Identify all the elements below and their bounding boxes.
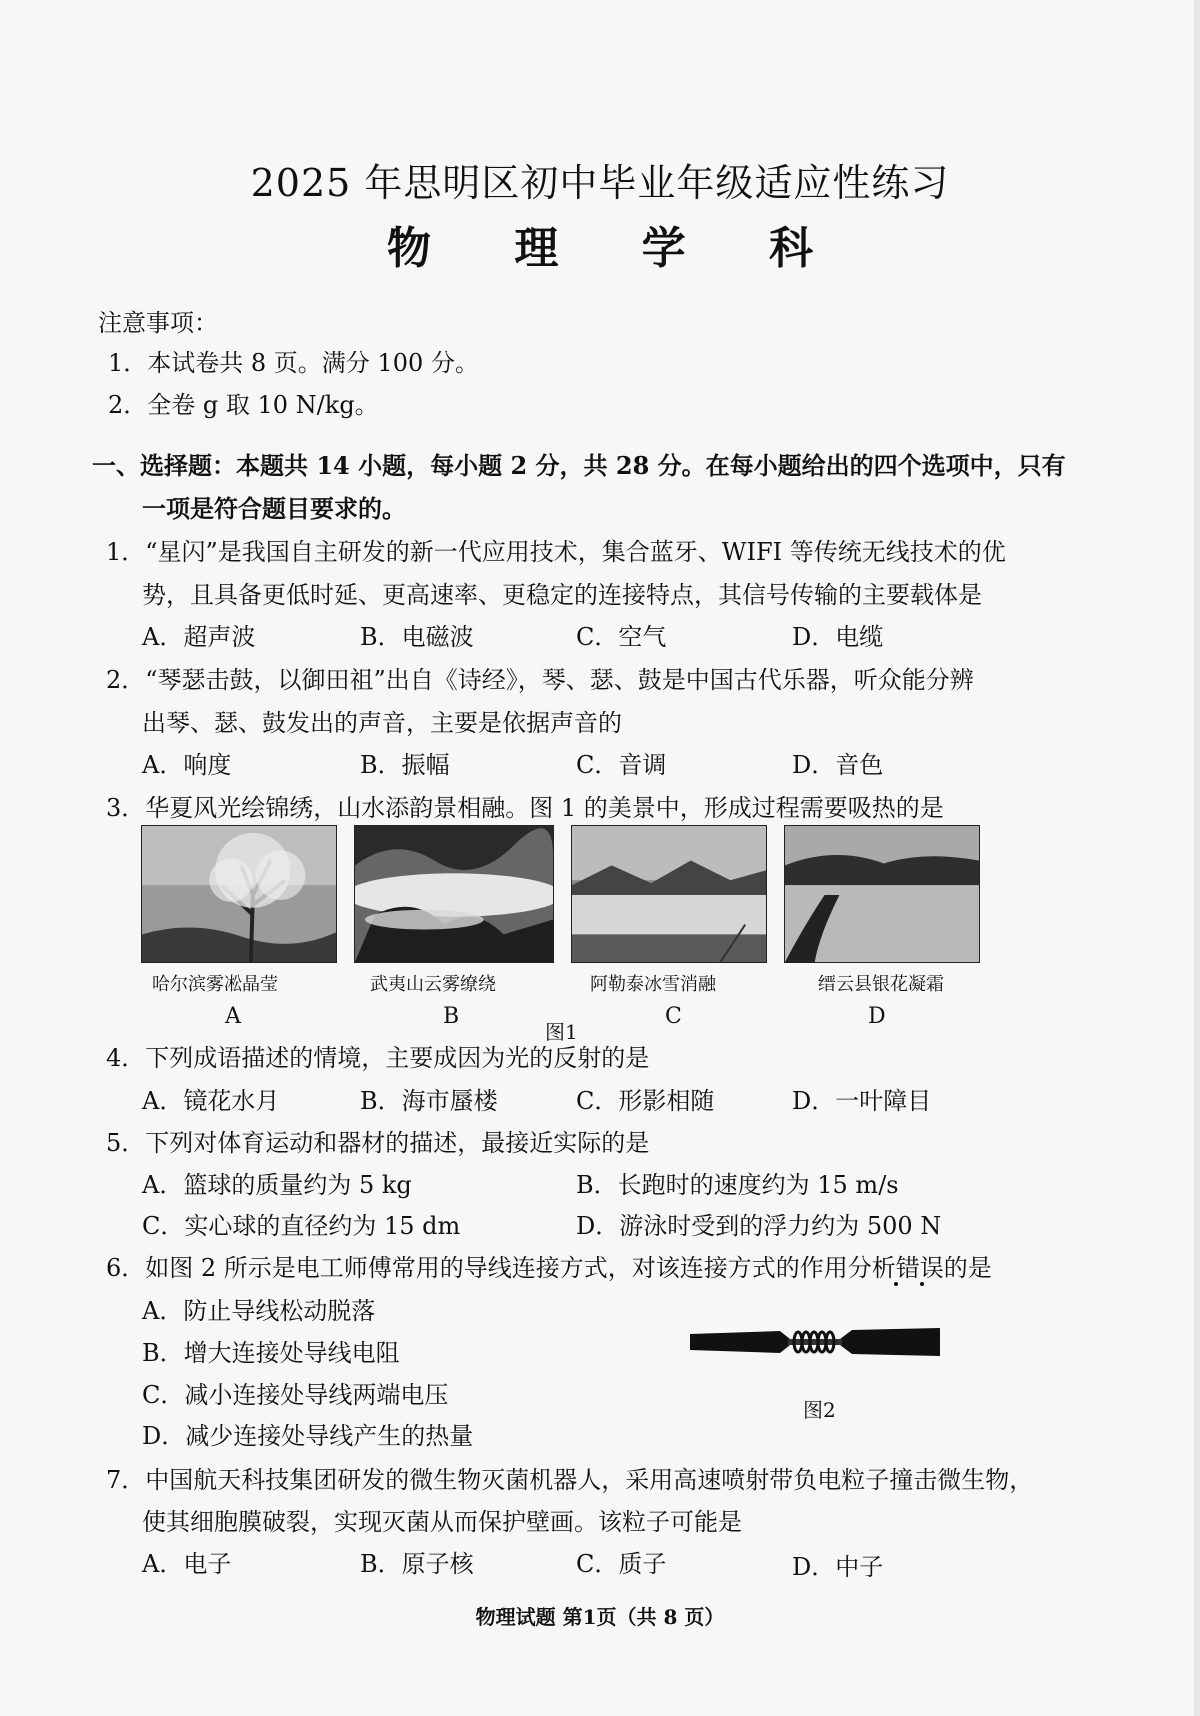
- note-item-2: 2．全卷 g 取 10 N/kg。: [108, 391, 379, 419]
- figure1-letter-a: A: [225, 1004, 241, 1029]
- q4-option-d: D．一叶障目: [792, 1087, 932, 1115]
- q6-option-a: A．防止导线松动脱落: [142, 1297, 376, 1325]
- photo-rime-tree: [141, 825, 337, 963]
- figure1-label: 图1: [545, 1020, 578, 1044]
- q6-option-b: B．增大连接处导线电阻: [142, 1339, 400, 1367]
- q7-option-c: C．质子: [576, 1550, 667, 1578]
- q4-option-b: B．海市蜃楼: [360, 1087, 498, 1115]
- q7-option-b: B．原子核: [360, 1550, 474, 1578]
- q1-option-d: D．电缆: [792, 623, 884, 651]
- emphasis-dot-2: [920, 1282, 924, 1286]
- photo-frost-field: [784, 825, 980, 963]
- q7-option-d: D．中子: [792, 1553, 884, 1581]
- figure1-caption-b: 武夷山云雾缭绕: [370, 974, 496, 995]
- q2-option-a: A．响度: [142, 751, 232, 779]
- q1-option-c: C．空气: [576, 623, 667, 651]
- emphasis-dot-1: [894, 1282, 898, 1286]
- q5-option-d: D．游泳时受到的浮力约为 500 N: [576, 1212, 942, 1240]
- q5-option-a: A．篮球的质量约为 5 kg: [142, 1171, 412, 1199]
- figure2-label: 图2: [803, 1398, 836, 1422]
- q6-option-c: C．减小连接处导线两端电压: [142, 1381, 449, 1409]
- q7-stem-line1: 7．中国航天科技集团研发的微生物灭菌机器人，采用高速喷射带负电粒子撞击微生物，: [106, 1466, 1034, 1494]
- photo-cloud-mountains: [354, 825, 554, 963]
- figure1-letter-b: B: [443, 1004, 460, 1029]
- q5-option-b: B．长跑时的速度约为 15 m/s: [576, 1171, 899, 1199]
- note-item-1: 1．本试卷共 8 页。满分 100 分。: [108, 349, 479, 377]
- figure1-letter-d: D: [868, 1004, 886, 1029]
- q6-option-d: D．减少连接处导线产生的热量: [142, 1422, 474, 1450]
- figure1-caption-a: 哈尔滨雾凇晶莹: [152, 974, 278, 995]
- section1-instructions-line1: 一、选择题：本题共 14 小题，每小题 2 分，共 28 分。在每小题给出的四个选项中，只有: [92, 451, 1066, 480]
- exam-title: 2025 年思明区初中毕业年级适应性练习: [250, 161, 950, 205]
- q7-option-a: A．电子: [142, 1550, 232, 1578]
- q1-option-b: B．电磁波: [360, 623, 474, 651]
- q2-option-b: B．振幅: [360, 751, 450, 779]
- q2-stem-line2: 出琴、瑟、鼓发出的声音，主要是依据声音的: [142, 709, 622, 737]
- q1-stem-line1: 1．“星闪”是我国自主研发的新一代应用技术，集合蓝牙、WIFI 等传统无线技术的优: [106, 538, 1006, 566]
- q4-option-c: C．形影相随: [576, 1087, 715, 1115]
- q1-stem-line2: 势，且具备更低时延、更高速率、更稳定的连接特点，其信号传输的主要载体是: [142, 581, 982, 609]
- figure1-caption-d: 缙云县银花凝霜: [818, 974, 944, 995]
- figure1-letter-c: C: [665, 1004, 682, 1029]
- photo-ice-melting: [571, 825, 767, 963]
- q5-option-c: C．实心球的直径约为 15 dm: [142, 1212, 461, 1240]
- figure1-caption-c: 阿勒泰冰雪消融: [590, 974, 716, 995]
- q2-option-c: C．音调: [576, 751, 667, 779]
- notes-heading: 注意事项：: [98, 309, 218, 337]
- q4-option-a: A．镜花水月: [142, 1087, 280, 1115]
- figure2-wire-splice: [690, 1322, 940, 1362]
- subject-title: 物 理 学 科: [387, 223, 847, 274]
- q7-stem-line2: 使其细胞膜破裂，实现灭菌从而保护壁画。该粒子可能是: [142, 1508, 742, 1536]
- section1-instructions-line2: 一项是符合题目要求的。: [142, 494, 406, 523]
- q3-stem: 3．华夏风光绘锦绣，山水添韵景相融。图 1 的美景中，形成过程需要吸热的是: [106, 794, 944, 822]
- q6-stem: 6．如图 2 所示是电工师傅常用的导线连接方式，对该连接方式的作用分析错误的是: [106, 1254, 992, 1282]
- q2-option-d: D．音色: [792, 751, 884, 779]
- q1-option-a: A．超声波: [142, 623, 256, 651]
- page-footer: 物理试题 第1页（共 8 页）: [475, 1605, 725, 1629]
- q4-stem: 4．下列成语描述的情境，主要成因为光的反射的是: [106, 1044, 650, 1072]
- q5-stem: 5．下列对体育运动和器材的描述，最接近实际的是: [106, 1129, 650, 1157]
- q2-stem-line1: 2．“琴瑟击鼓，以御田祖”出自《诗经》，琴、瑟、鼓是中国古代乐器，听众能分辨: [106, 666, 974, 694]
